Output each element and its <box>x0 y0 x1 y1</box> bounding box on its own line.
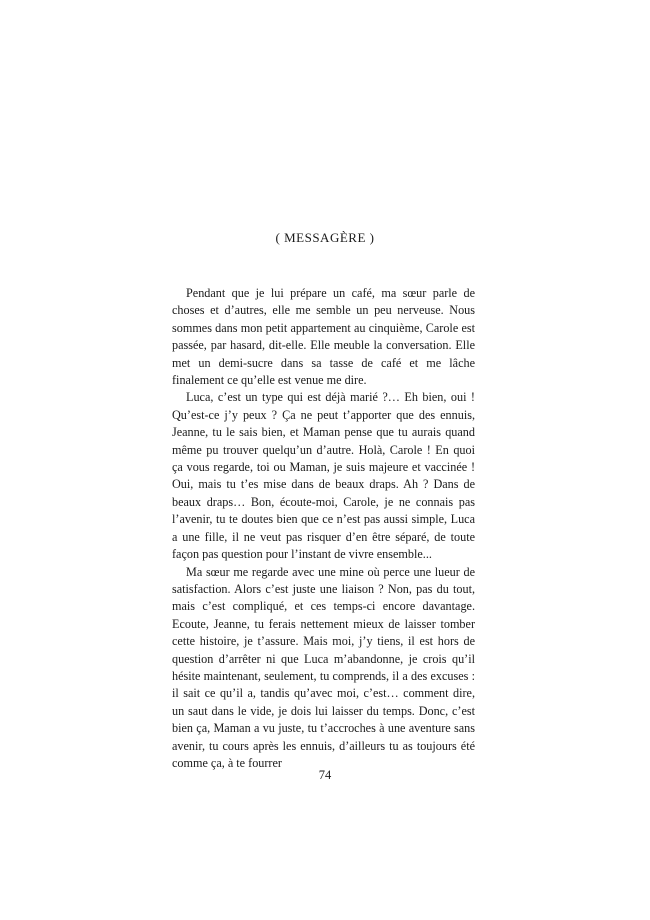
chapter-title: ( MESSAGÈRE ) <box>275 230 375 245</box>
paragraph: Luca, c’est un type qui est déjà marié ?… Eh bien, oui ! Qu’est-ce j’y peux ? Ça ne peut t’apporter que des ennuis, Jeanne, tu le sais bien, et Maman pense que tu aurais quand même pu trouver quelqu’un d’autre. Holà, Carole ! En quoi ça vous regarde, toi ou Maman, je suis majeure et vaccinée ! Oui, mais tu t’es mise dans de beaux draps. Ah ? Dans de beaux draps… Bon, écoute-moi, Carole, je ne connais pas l’avenir, tu te doutes bien que ce n’est pas aussi simple, Luca a une fille, il ne veut pas risquer d’en être séparé, de toute façon pas question pour l’instant de vivre ensemble... <box>172 390 475 562</box>
body-text <box>172 285 475 772</box>
paragraph: Pendant que je lui prépare un café, ma sœur parle de choses et d’autres, elle me semble un peu nerveuse. Nous sommes dans mon petit appartement au cinquième, Carole est passée, par hasard, dit-elle. Elle meuble la conversation. Elle met un demi-sucre dans sa tasse de café et me lâche finalement ce qu’elle est venue me dire. <box>172 286 475 388</box>
paragraph: Ma sœur me regarde avec une mine où perce une lueur de satisfaction. Alors c’est juste une liaison ? Non, pas du tout, mais c’est compliqué, et ces temps-ci encore davantage. Ecoute, Jeanne, tu ferais nettement mieux de laisser tomber cette histoire, je t’assure. Mais moi, j’y tiens, il est hors de question d’arrêter ni que Luca m’abandonne, je crois qu’il hésite maintenant, seulement, tu comprends, il a des excuses : il sait ce qu’il a, tandis qu’avec moi, c’est… comment dire, un saut dans le vide, je dois lui laisser du temps. Donc, c’est bien ça, Maman a vu juste, tu t’accroches à une aventure sans avenir, tu cours après les ennuis, d’ailleurs tu as toujours été comme ça, à te fourrer <box>172 564 475 770</box>
page-number: 74 <box>318 768 332 782</box>
